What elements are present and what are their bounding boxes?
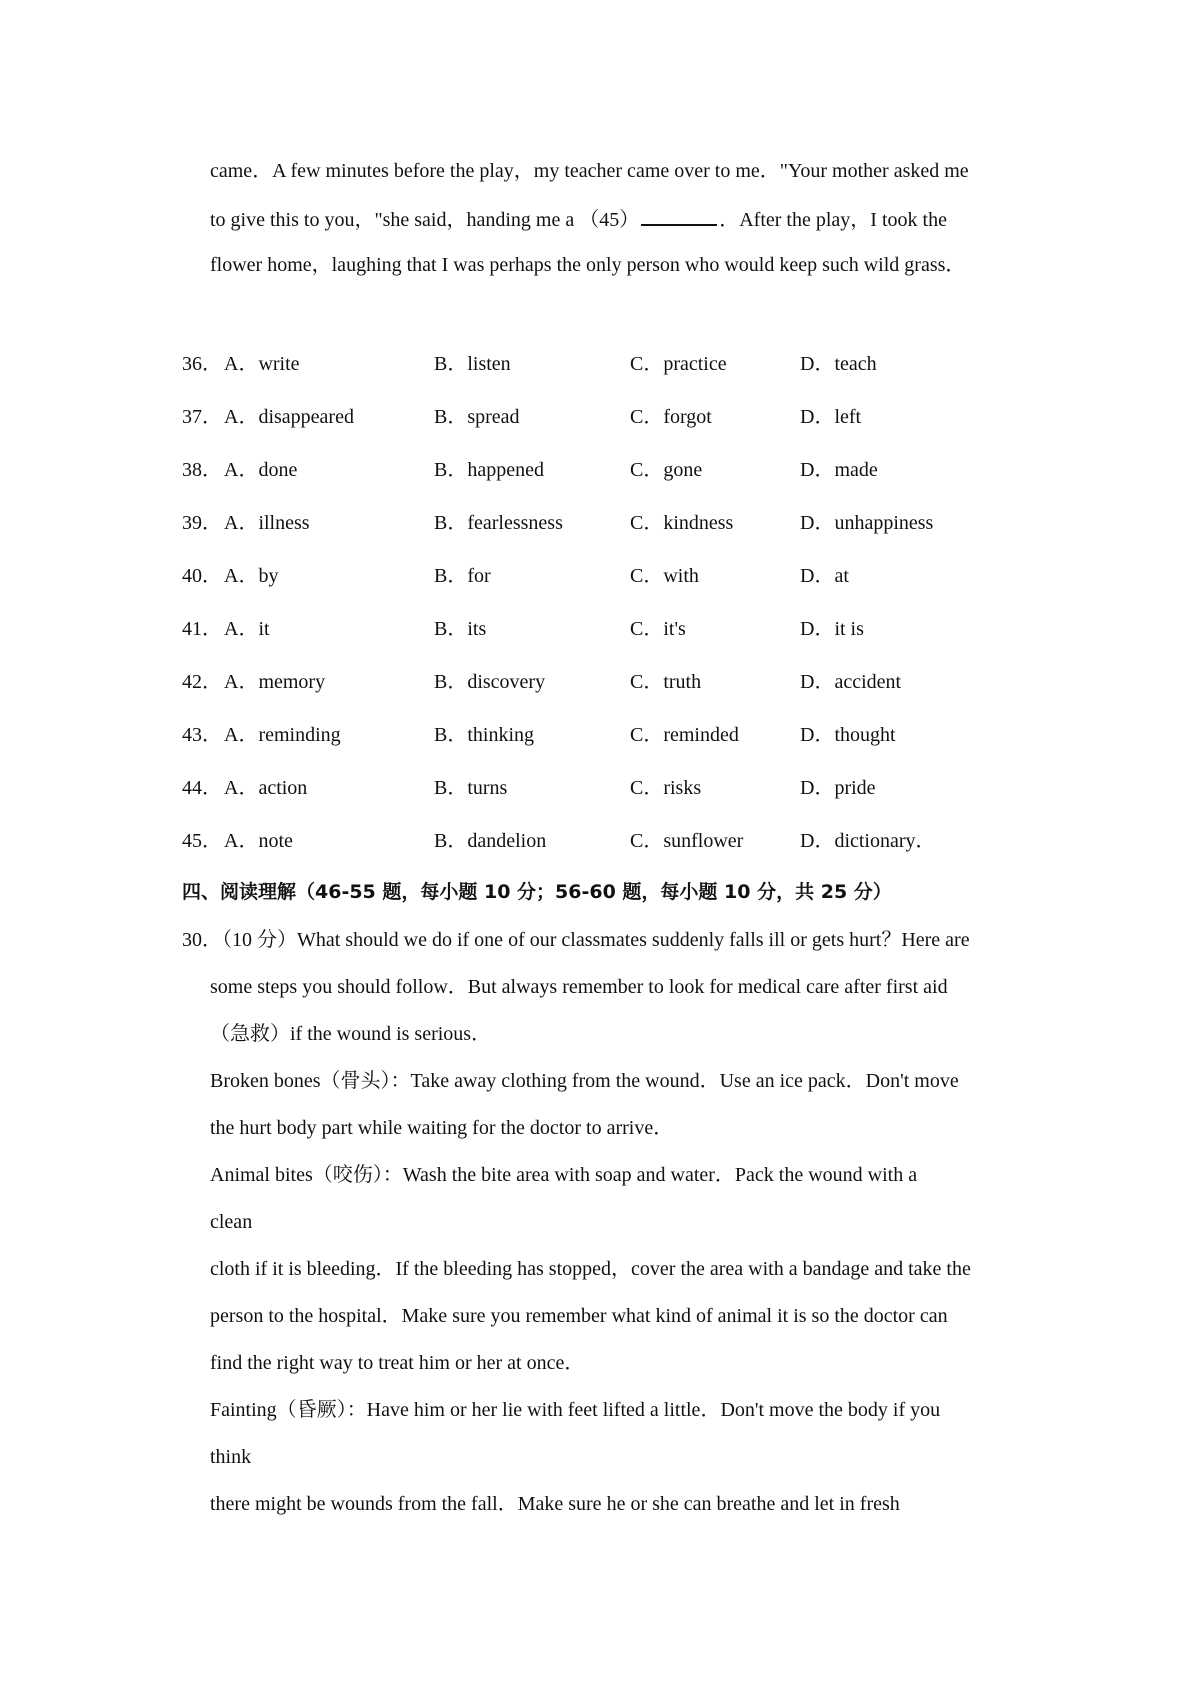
option-d: D．made <box>800 459 878 481</box>
option-b: B．happened <box>434 459 544 481</box>
option-a: A．illness <box>224 512 310 534</box>
question-number: 43． <box>182 724 222 746</box>
option-row <box>182 511 1002 535</box>
option-row <box>182 458 1002 482</box>
reading-line: the hurt body part while waiting for the doctor to arrive． <box>210 1117 674 1139</box>
option-d: D．at <box>800 565 849 587</box>
question-number: 45． <box>182 830 222 852</box>
option-row <box>182 405 1002 429</box>
option-a: A．write <box>224 353 300 375</box>
option-a: A．note <box>224 830 293 852</box>
reading-line: find the right way to treat him or her at once． <box>210 1352 585 1374</box>
option-row <box>182 352 1002 376</box>
option-row <box>182 670 1002 694</box>
option-d: D．pride <box>800 777 876 799</box>
option-b: B．turns <box>434 777 508 799</box>
option-b: B．listen <box>434 353 511 375</box>
option-b: B．thinking <box>434 724 535 746</box>
reading-line: cloth if it is bleeding．If the bleeding has stopped，cover the area with a bandage and take the <box>210 1258 971 1280</box>
question-number: 41． <box>182 618 222 640</box>
passage-line: came．A few minutes before the play，my teacher came over to me．"Your mother asked me <box>210 160 969 182</box>
option-c: C．practice <box>630 353 727 375</box>
option-row <box>182 617 1002 641</box>
option-b: B．discovery <box>434 671 546 693</box>
reading-line: person to the hospital．Make sure you remember what kind of animal it is so the doctor can <box>210 1305 948 1327</box>
option-b: B．its <box>434 618 487 640</box>
option-c: C．truth <box>630 671 702 693</box>
question-number: 44． <box>182 777 222 799</box>
passage-line-with-blank <box>210 206 947 232</box>
question-number: 42． <box>182 671 222 693</box>
question-30-line: 30．（10 分）What should we do if one of our classmates suddenly falls ill or gets hurt？Here are <box>182 929 970 951</box>
animal-bites-line: Animal bites（咬伤）：Wash the bite area with soap and water．Pack the wound with a <box>210 1164 918 1186</box>
option-a: A．it <box>224 618 270 640</box>
broken-bones-line: Broken bones（骨头）：Take away clothing from the wound．Use an ice pack．Don't move <box>210 1070 959 1092</box>
reading-line: （急救）if the wound is serious． <box>210 1023 492 1045</box>
option-b: B．for <box>434 565 491 587</box>
option-row <box>182 829 1002 853</box>
question-number: 37． <box>182 406 222 428</box>
reading-line: some steps you should follow．But always remember to look for medical care after first aid <box>210 976 948 998</box>
option-row <box>182 723 1002 747</box>
passage-text: ．After the play，I took the <box>719 209 947 231</box>
option-b: B．dandelion <box>434 830 547 852</box>
option-d: D．dictionary． <box>800 830 936 852</box>
passage-text: to give this to you，"she said，handing me a （45） <box>210 209 640 231</box>
option-c: C．forgot <box>630 406 712 428</box>
option-c: C．it's <box>630 618 686 640</box>
option-c: C．sunflower <box>630 830 744 852</box>
option-a: A．done <box>224 459 298 481</box>
option-a: A．by <box>224 565 279 587</box>
question-number: 36． <box>182 353 222 375</box>
option-row <box>182 564 1002 588</box>
passage-line: flower home，laughing that I was perhaps the only person who would keep such wild grass． <box>210 254 966 276</box>
option-c: C．with <box>630 565 699 587</box>
section-heading: 四、阅读理解（46-55 题，每小题 10 分；56-60 题，每小题 10 分，共 25 分） <box>182 881 892 903</box>
option-d: D．teach <box>800 353 877 375</box>
option-c: C．kindness <box>630 512 734 534</box>
fainting-line: Fainting（昏厥）：Have him or her lie with feet lifted a little．Don't move the body if you <box>210 1399 941 1421</box>
question-number: 40． <box>182 565 222 587</box>
option-c: C．risks <box>630 777 702 799</box>
option-d: D．it is <box>800 618 864 640</box>
question-number: 38． <box>182 459 222 481</box>
option-d: D．thought <box>800 724 896 746</box>
question-number: 39． <box>182 512 222 534</box>
option-c: C．reminded <box>630 724 739 746</box>
answer-blank <box>641 206 717 226</box>
reading-line: think <box>210 1446 252 1468</box>
option-a: A．reminding <box>224 724 341 746</box>
option-row <box>182 776 1002 800</box>
option-d: D．left <box>800 406 862 428</box>
option-b: B．fearlessness <box>434 512 563 534</box>
option-d: D．accident <box>800 671 902 693</box>
option-b: B．spread <box>434 406 520 428</box>
option-a: A．disappeared <box>224 406 354 428</box>
option-c: C．gone <box>630 459 703 481</box>
option-a: A．action <box>224 777 308 799</box>
reading-line: there might be wounds from the fall．Make sure he or she can breathe and let in fresh <box>210 1493 900 1515</box>
option-d: D．unhappiness <box>800 512 934 534</box>
reading-line: clean <box>210 1211 253 1233</box>
option-a: A．memory <box>224 671 326 693</box>
